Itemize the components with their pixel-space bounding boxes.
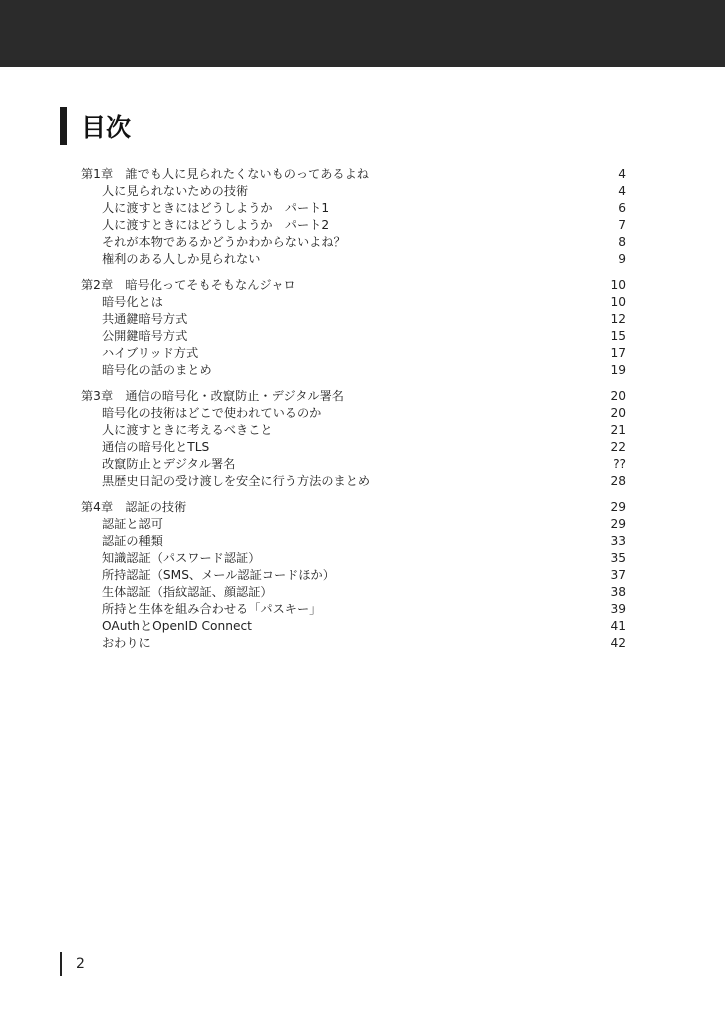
section-row[interactable]: [81, 635, 626, 652]
section-row[interactable]: [81, 422, 626, 439]
section-row[interactable]: [81, 311, 626, 328]
page-ref: 42: [610, 636, 626, 650]
chapter-3: [81, 388, 626, 490]
section-title: OAuthとOpenID Connect: [102, 619, 252, 633]
page-ref: 6: [618, 201, 626, 215]
page-footer: [60, 952, 85, 976]
chapter-1: [81, 166, 626, 268]
section-title: おわりに: [102, 636, 151, 650]
section-row[interactable]: [81, 601, 626, 618]
section-row[interactable]: [81, 294, 626, 311]
chapter-title: 第1章 誰でも人に見られたくないものってあるよね: [81, 167, 369, 181]
page-ref: 4: [618, 167, 626, 181]
section-title: 人に渡すときにはどうしようか パート1: [102, 201, 330, 215]
page-ref: 10: [610, 278, 626, 292]
section-row[interactable]: [81, 362, 626, 379]
section-title: 共通鍵暗号方式: [102, 312, 188, 326]
section-title: 権利のある人しか見られない: [102, 252, 261, 266]
section-row[interactable]: [81, 618, 626, 635]
section-row[interactable]: [81, 405, 626, 422]
section-title: 所持と生体を組み合わせる「パスキー」: [102, 602, 322, 616]
page-ref: 8: [618, 235, 626, 249]
section-title: 人に渡すときにはどうしようか パート2: [102, 218, 330, 232]
section-title: 人に渡すときに考えるべきこと: [102, 423, 273, 437]
page-ref: 9: [618, 252, 626, 266]
page-ref: 22: [610, 440, 626, 454]
section-row[interactable]: [81, 473, 626, 490]
section-row[interactable]: [81, 183, 626, 200]
page-ref: 28: [610, 474, 626, 488]
page-ref: 38: [610, 585, 626, 599]
chapter-title: 第4章 認証の技術: [81, 500, 187, 514]
toc-heading: [60, 107, 131, 145]
page-ref: 20: [610, 406, 626, 420]
section-row[interactable]: [81, 328, 626, 345]
section-row[interactable]: [81, 550, 626, 567]
section-row[interactable]: [81, 439, 626, 456]
page-ref: 41: [610, 619, 626, 633]
section-title: 通信の暗号化とTLS: [102, 440, 210, 454]
section-title: 公開鍵暗号方式: [102, 329, 188, 343]
section-title: 暗号化の技術はどこで使われているのか: [102, 406, 322, 420]
section-title: 改竄防止とデジタル署名: [102, 457, 236, 471]
chapter-4: [81, 499, 626, 652]
section-title: 知識認証（パスワード認証）: [102, 551, 261, 565]
chapter-title-row[interactable]: [81, 277, 626, 294]
page-ref: 33: [610, 534, 626, 548]
page-ref: 10: [610, 295, 626, 309]
section-title: 認証と認可: [102, 517, 163, 531]
chapter-title-row[interactable]: [81, 388, 626, 405]
section-row[interactable]: [81, 345, 626, 362]
page-ref: 12: [610, 312, 626, 326]
top-band: [0, 0, 725, 67]
section-title: それが本物であるかどうかわからないよね？: [102, 235, 346, 249]
chapter-title: 第3章 通信の暗号化・改竄防止・デジタル署名: [81, 389, 344, 403]
page-ref: 21: [610, 423, 626, 437]
section-title: 黒歴史日記の受け渡しを安全に行う方法のまとめ: [102, 474, 371, 488]
section-row[interactable]: [81, 251, 626, 268]
section-row[interactable]: [81, 234, 626, 251]
chapter-title: 第2章 暗号化ってそもそもなんジャロ: [81, 278, 296, 292]
page-ref: 29: [610, 500, 626, 514]
section-row[interactable]: [81, 567, 626, 584]
section-row[interactable]: [81, 200, 626, 217]
page-ref: 15: [610, 329, 626, 343]
page-ref: 37: [610, 568, 626, 582]
section-row[interactable]: [81, 516, 626, 533]
section-title: 暗号化とは: [102, 295, 163, 309]
page-ref: 7: [618, 218, 626, 232]
section-title: 生体認証（指紋認証、顔認証）: [102, 585, 273, 599]
page-number: 2: [76, 956, 85, 972]
page-title: 目次: [81, 113, 132, 142]
page-ref: 39: [610, 602, 626, 616]
section-row[interactable]: [81, 584, 626, 601]
chapter-2: [81, 277, 626, 379]
page-ref: 19: [610, 363, 626, 377]
section-title: 認証の種類: [102, 534, 163, 548]
section-title: 暗号化の話のまとめ: [102, 363, 212, 377]
page-ref: 17: [610, 346, 626, 360]
section-title: 所持認証（SMS、メール認証コードほか）: [102, 568, 335, 582]
section-row[interactable]: [81, 533, 626, 550]
chapter-title-row[interactable]: [81, 499, 626, 516]
heading-bar: [60, 107, 67, 145]
footer-bar: [60, 952, 62, 976]
page-ref: 29: [610, 517, 626, 531]
table-of-contents: [81, 166, 626, 661]
page-ref: ??: [613, 457, 626, 471]
chapter-title-row[interactable]: [81, 166, 626, 183]
page-ref: 35: [610, 551, 626, 565]
section-row[interactable]: [81, 456, 626, 473]
section-row[interactable]: [81, 217, 626, 234]
section-title: 人に見られないための技術: [102, 184, 249, 198]
page-ref: 4: [618, 184, 626, 198]
page-ref: 20: [610, 389, 626, 403]
section-title: ハイブリッド方式: [102, 346, 199, 360]
